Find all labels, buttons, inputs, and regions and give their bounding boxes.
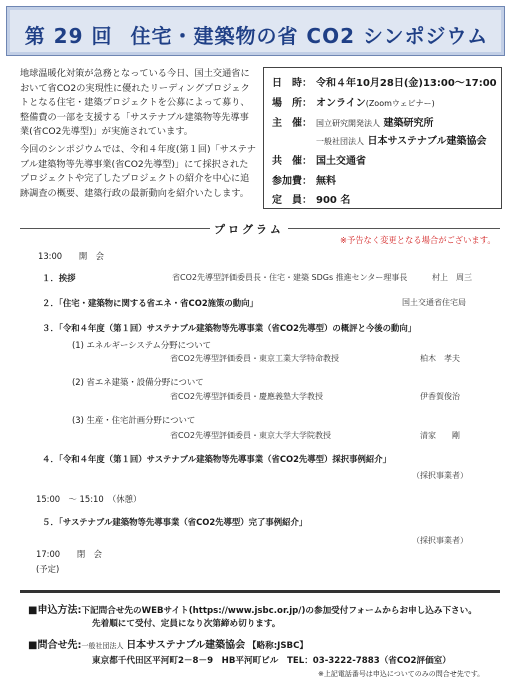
apply-row: ■申込方法:下記問合せ先のWEBサイト(https://www.jsbc.or.jp/)の参加受付フォームからお申し込み下さい。 — [28, 605, 477, 616]
info-capacity: 定 員： 900 名 — [272, 195, 351, 206]
item3-sub2-person: 省CO2先導型評価委員・慶應義塾大学教授 — [170, 392, 323, 401]
contact-row: ■問合せ先:一般社団法人 日本サステナブル建築協会 【略称:JSBC】 — [28, 640, 308, 651]
item3-sub2: (2) 省エネ建築・設備分野について — [72, 377, 204, 387]
info-fee: 参加費： 無料 — [272, 176, 336, 187]
item3-sub2-name: 伊香賀俊治 — [420, 392, 460, 401]
item3-sub1-person: 省CO2先導型評価委員・東京工業大学特命教授 — [170, 354, 339, 363]
item5-title: ５．「サステナブル建築物等先導事業（省CO2先導型）完了事例紹介」 — [42, 517, 308, 527]
event-info-box — [263, 67, 502, 209]
item4-speaker: （採択事業者） — [412, 471, 468, 480]
item2-title: ２．「住宅・建築物に関する省エネ・省CO2施策の動向」 — [42, 298, 258, 308]
item3-sub1-name: 柏木 孝夫 — [420, 354, 460, 363]
info-host-2: 一般社団法人 日本サステナブル建築協会 — [316, 136, 487, 147]
footer-divider — [20, 590, 500, 593]
title-main: 住宅・建築物の省 CO2 シンポジウム — [130, 24, 489, 48]
title-number: 第 29 回 — [24, 24, 113, 48]
intro-paragraph-1: 地球温暖化対策が急務となっている今日、国土交通省において省CO2の実現性に優れたリーディングプロジェクトとなる住宅・建築プロジェクトを公募によって募り、整備費の一部を支援する「サステナブル建築物等先導事業(省CO2先導型)」が実施されています。 — [20, 68, 250, 138]
item1-title: １．挨拶 — [42, 273, 76, 283]
intro-paragraph-2: 今回のシンポジウムでは、令和４年度(第１回)「サステナブル建築物等先導事業(省CO2先導型)」にて採択されたプロジェクトや完了したプロジェクトの紹介を中心に追跡調査の概要、建築行政の最新動向を紹介いたします。 — [20, 144, 256, 199]
open-row: 13:00 開 会 — [38, 251, 105, 261]
item3-sub3-person: 省CO2先導型評価委員・東京大学大学院教授 — [170, 431, 331, 440]
program-heading: プログラム — [210, 221, 288, 237]
break-row: 15:00 ～ 15:10 （休憩） — [36, 494, 142, 504]
item3-sub1: (1) エネルギーシステム分野について — [72, 340, 211, 350]
contact-note: ※上記電話番号は申込についてのみの問合せ先です。 — [318, 670, 485, 678]
info-cohost: 共 催： 国土交通省 — [272, 156, 366, 167]
program-notice: ※予告なく変更となる場合がございます。 — [340, 235, 496, 245]
page-title — [7, 20, 506, 49]
item3-title: ３．「令和４年度（第１回）サステナブル建築物等先導事業（省CO2先導型）の概評と今後の動向」 — [42, 323, 417, 333]
info-venue: 場 所： オンライン(Zoomウェビナー) — [272, 98, 435, 109]
contact-address-row: 東京都千代田区平河町2－8－9 HB平河町ビル TEL：03-3222-7883（省CO2評価室） — [92, 656, 451, 666]
item1-person: 省CO2先導型評価委員長・住宅・建築 SDGs 推進センター理事長 — [172, 273, 408, 282]
info-host: 主 催： 国立研究開発法人 建築研究所 — [272, 118, 434, 129]
apply-row-2: 先着順にて受付、定員になり次第締め切ります。 — [92, 619, 281, 629]
item3-sub3-name: 清家 剛 — [420, 431, 460, 440]
title-banner — [6, 6, 505, 56]
item1-name: 村上 周三 — [432, 273, 472, 282]
close-row: 17:00 閉 会 — [36, 549, 103, 559]
item2-org: 国土交通省住宅局 — [402, 298, 466, 307]
item4-title: ４．「令和４年度（第１回）サステナブル建築物等先導事業（省CO2先導型）採択事例紹介」 — [42, 454, 392, 464]
item3-sub3: (3) 生産・住宅計画分野について — [72, 415, 196, 425]
close-note: (予定) — [36, 564, 60, 574]
item5-speaker: （採択事業者） — [412, 536, 468, 545]
info-date: 日 時： 令和４年10月28日(金)13:00～17:00 — [272, 78, 497, 89]
